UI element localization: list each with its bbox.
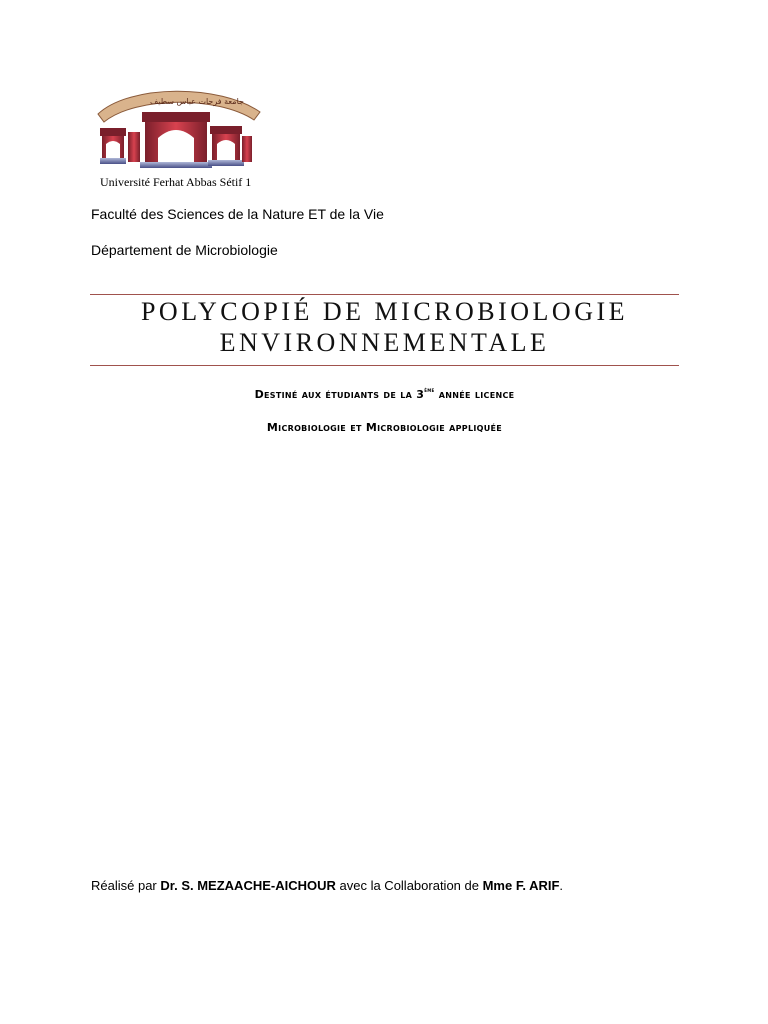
title-line-2: ENVIRONNEMENTALE [219, 328, 550, 357]
audience-prefix: Destiné aux étudiants de la 3 [254, 388, 425, 401]
logo-arabic-text: جامعة فرحات عباس سطيف [150, 97, 244, 106]
credits-middle: avec la Collaboration de [335, 878, 483, 893]
audience-line [90, 387, 679, 401]
university-logo [90, 82, 270, 192]
logo-caption: Université Ferhat Abbas Sétif 1 [100, 175, 252, 189]
document-title [90, 296, 679, 358]
credits-prefix: Réalisé par [91, 878, 161, 893]
program-line: Microbiologie et Microbiologie appliquée [266, 421, 503, 434]
department-name: Département de Microbiologie [91, 242, 278, 258]
credits-line [91, 878, 563, 893]
audience-ordinal: ème [424, 387, 435, 394]
credits-collaborator: Mme F. ARIF [482, 878, 560, 893]
audience-suffix: année licence [434, 388, 515, 401]
title-top-rule [90, 294, 679, 295]
title-bottom-rule [90, 365, 679, 366]
credits-suffix: . [559, 878, 564, 893]
logo-emblem-icon [90, 82, 270, 177]
faculty-name: Faculté des Sciences de la Nature ET de la Vie [91, 206, 384, 222]
credits-author: Dr. S. MEZAACHE-AICHOUR [160, 878, 336, 893]
title-line-1: POLYCOPIÉ DE MICROBIOLOGIE [140, 297, 629, 326]
